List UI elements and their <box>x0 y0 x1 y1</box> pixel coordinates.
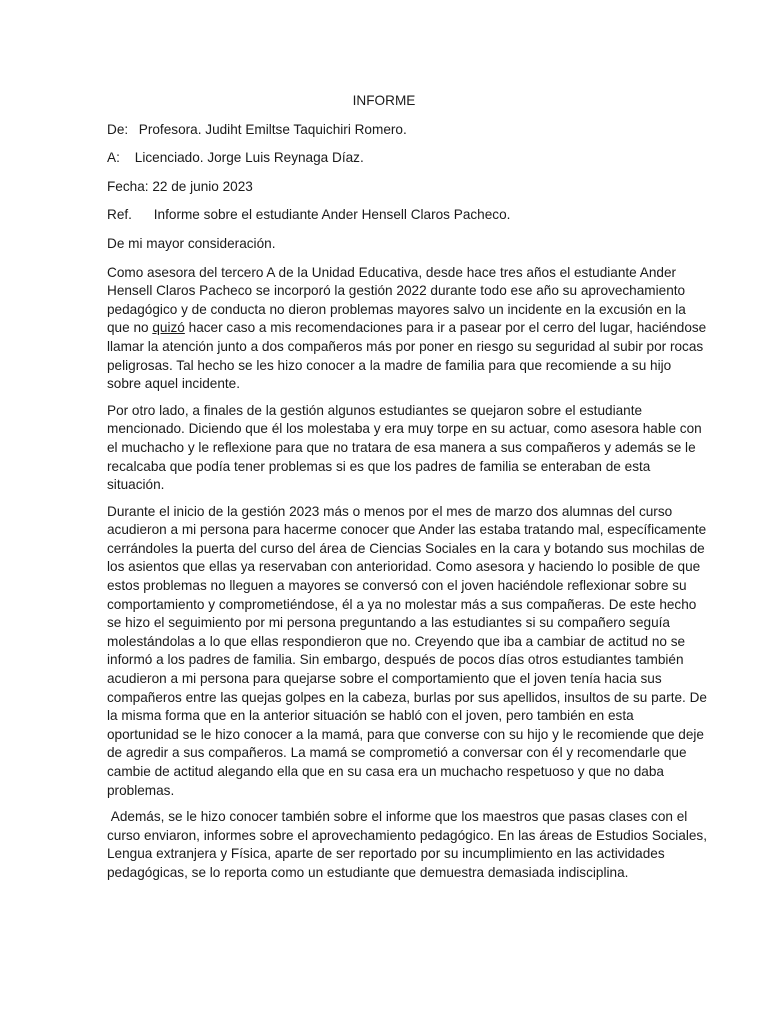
to-label: A: <box>107 150 120 166</box>
ref-value: Informe sobre el estudiante Ander Hensell Claros Pacheco. <box>153 207 511 223</box>
from-value: Profesora. Judiht Emiltse Taquichiri Romero. <box>138 121 407 137</box>
date-line: Fecha: 22 de junio 2023 <box>107 178 253 194</box>
greeting: De mi mayor consideración. <box>107 235 276 251</box>
underlined-word: quizó <box>152 320 185 336</box>
paragraph-2: Por otro lado, a finales de la gestión algunos estudiantes se quejaron sobre el estudiante mencionado. Diciendo que él los molestaba y era muy torpe en su actuar, como asesora hable con el muchacho y le reflexione para que no tratara de esa manera a sus compañeros y además se le recalcaba que podía tener problemas si es que los padres de familia se enteraban de esta situación. <box>107 402 702 493</box>
paragraph-1-start: Como asesora del tercero A de la Unidad Educativa, desde hace tres años el estudiante Ander Hensell Claros Pacheco se incorporó la gestión 2022 durante todo ese año su aprovechamiento pedagógico y de conducta no dieron problemas mayores salvo un incidente en la excusión en la que no <box>107 264 686 336</box>
paragraph-3: Durante el inicio de la gestión 2023 más o menos por el mes de marzo dos alumnas del curso acudieron a mi persona para hacerme conocer que Ander las estaba tratando mal, específicamente cerrándoles la puerta del curso del área de Ciencias Sociales en la cara y botando sus mochilas de los asientos que ellas ya reservaban con anterioridad. Como asesora y haciendo lo posible de que estos problemas no lleguen a mayores se conversó con el joven haciéndole reflexionar sobre su comportamiento y comprometiéndose, él a ya no molestar más a sus compañeras. De este hecho se hizo el seguimiento por mi persona preguntando a las estudiantes si su compañero seguía molestándolas a lo que ellas respondieron que no. Creyendo que iba a cambiar de actitud no se informó a los padres de familia. Sin embargo, después de pocos días otros estudiantes también acudieron a mi persona para quejarse sobre el comportamiento que el joven tenía hacia sus compañeros entre las quejas golpes en la cabeza, burlas por sus apellidos, insultos de su parte. De la misma forma que en la anterior situación se habló con el joven, pero también en esta oportunidad se le hizo conocer a la mamá, para que converse con su hijo y le recomiende que deje de agredir a sus compañeros. La mamá se comprometió a conversar con él y recomendarle que cambie de actitud alegando ella que en su casa era un muchacho respetuoso y que no daba problemas. <box>107 503 707 798</box>
from-line <box>107 121 708 140</box>
paragraph-4: Además, se le hizo conocer también sobre el informe que los maestros que pasas clases con el curso enviaron, informes sobre el aprovechamiento pedagógico. En las áreas de Estudios Sociales, Lengua extranjera y Física, aparte de ser reportado por su incumplimiento en las actividades pedagógicas, se lo reporta como un estudiante que demuestra demasiada indisciplina. <box>107 809 711 880</box>
ref-line <box>107 206 708 225</box>
ref-label: Ref. <box>107 207 132 223</box>
to-line <box>107 149 708 168</box>
paragraph-1-end: hacer caso a mis recomendaciones para ir a pasear por el cerro del lugar, haciéndose llamar la atención junto a dos compañeros más por poner en riesgo su seguridad al subir por rocas peligrosas. Tal hecho se les hizo conocer a la madre de familia para que recomiende a su hijo sobre aquel incidente. <box>107 320 707 392</box>
paragraph-1 <box>107 264 708 394</box>
document-title: INFORME <box>352 93 416 108</box>
from-label: De: <box>107 121 129 137</box>
to-value: Licenciado. Jorge Luis Reynaga Díaz. <box>134 150 364 166</box>
